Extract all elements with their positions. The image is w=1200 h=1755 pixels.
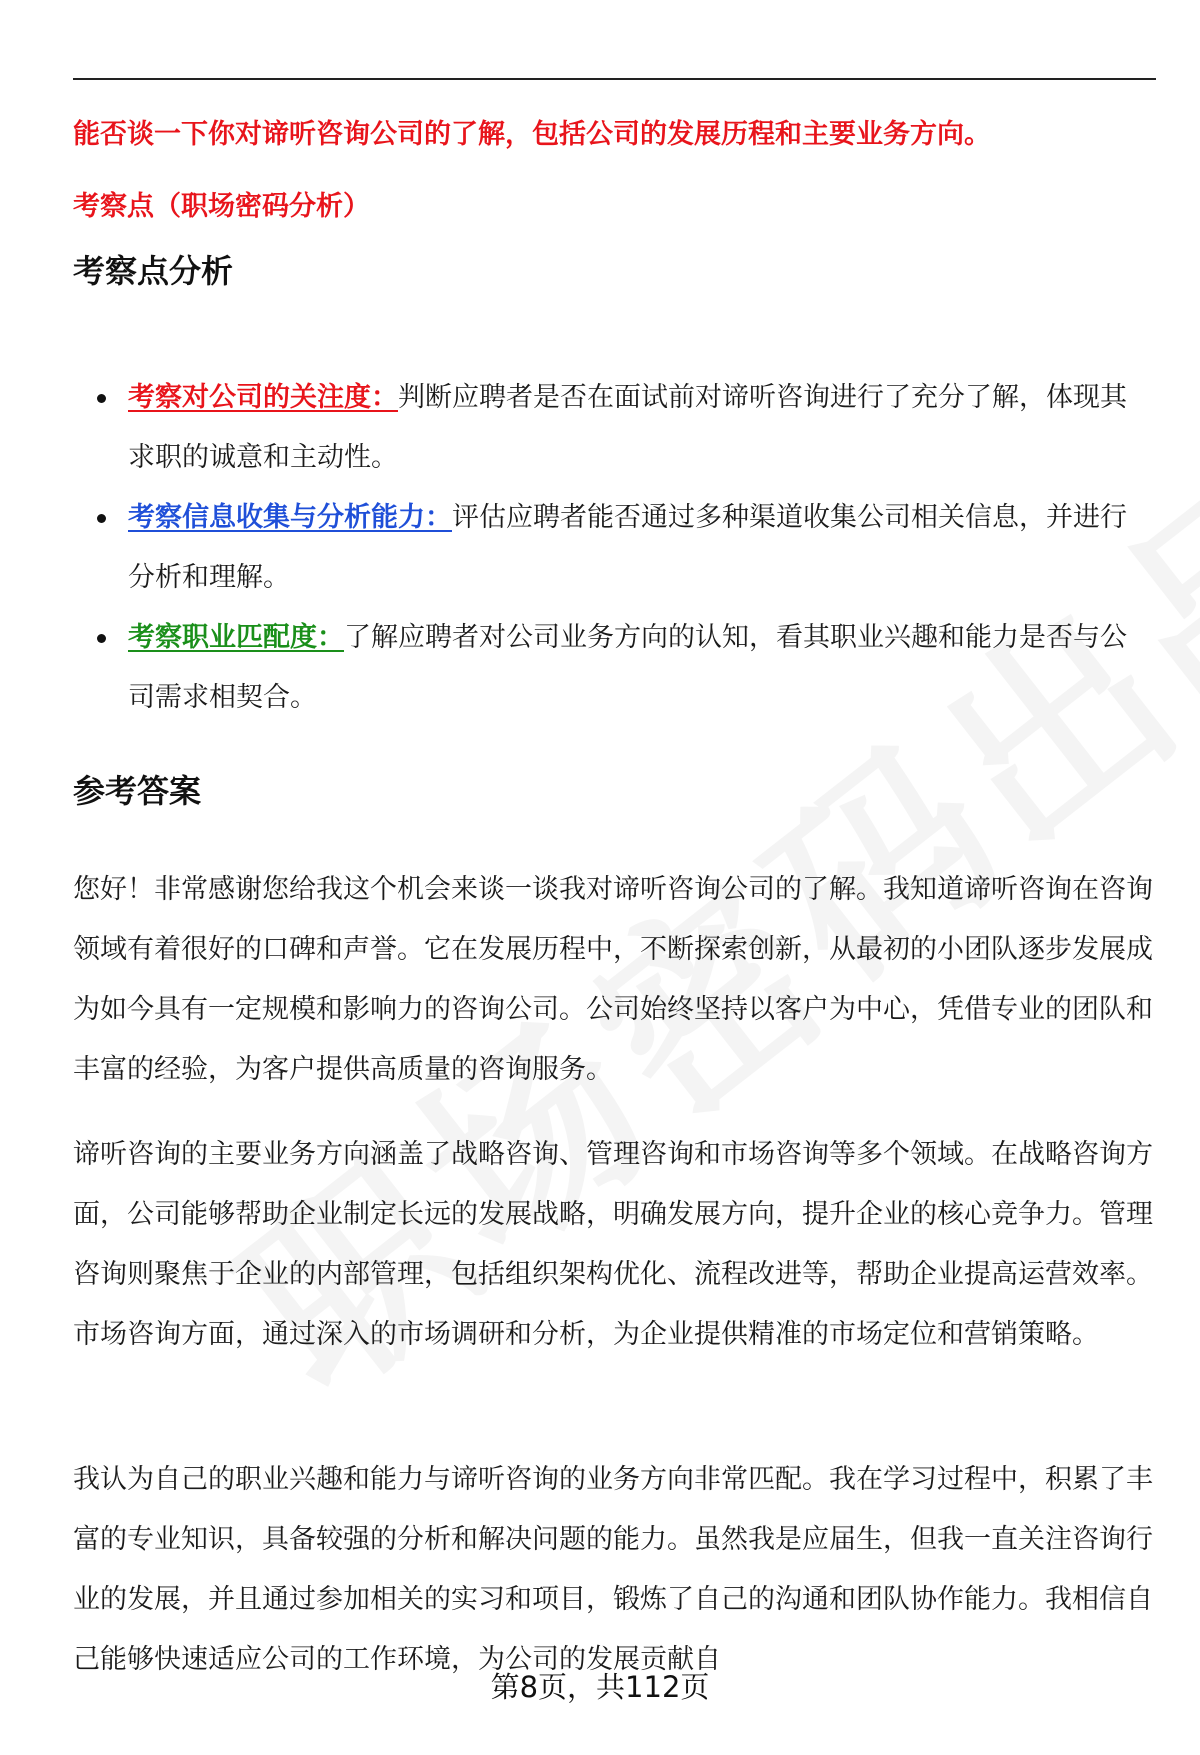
point-text: 判断应聘者是否在面试前对谛听咨询进行了充分了解，体现其求职的诚意和主动性。	[128, 382, 1127, 473]
page-number: 第8页，共112页	[490, 1670, 710, 1704]
answer-paragraph: 我认为自己的职业兴趣和能力与谛听咨询的业务方向非常匹配。我在学习过程中，积累了丰富的专业知识，具备较强的分析和解决问题的能力。虽然我是应届生，但我一直关注咨询行业的发展，并且通过参加相关的实习和项目，锻炼了自己的沟通和团队协作能力。我相信自己能够快速适应公司的工作环境，为公司的发展贡献自	[73, 1464, 1153, 1675]
bullet-icon	[97, 514, 106, 523]
analysis-point	[73, 368, 1153, 488]
question-subtitle: 考察点（职场密码分析）	[73, 191, 370, 222]
point-text: 评估应聘者能否通过多种渠道收集公司相关信息，并进行分析和理解。	[128, 502, 1127, 593]
bullet-icon	[97, 394, 106, 403]
point-text: 了解应聘者对公司业务方向的认知，看其职业兴趣和能力是否与公司需求相契合。	[128, 622, 1127, 713]
answer-paragraph: 您好！非常感谢您给我这个机会来谈一谈我对谛听咨询公司的了解。我知道谛听咨询在咨询领域有着很好的口碑和声誉。它在发展历程中，不断探索创新，从最初的小团队逐步发展成为如今具有一定规模和影响力的咨询公司。公司始终坚持以客户为中心，凭借专业的团队和丰富的经验，为客户提供高质量的咨询服务。	[73, 874, 1153, 1085]
analysis-point	[73, 608, 1153, 728]
question-title: 能否谈一下你对谛听咨询公司的了解，包括公司的发展历程和主要业务方向。	[73, 119, 991, 150]
top-divider	[73, 78, 1156, 80]
bullet-icon	[97, 634, 106, 643]
point-keyword: 考察职业匹配度：	[128, 622, 344, 653]
point-keyword: 考察信息收集与分析能力：	[128, 502, 452, 533]
point-keyword: 考察对公司的关注度：	[128, 382, 398, 413]
analysis-points-list	[73, 368, 1153, 728]
analysis-heading: 考察点分析	[73, 252, 234, 290]
answer-heading: 参考答案	[73, 772, 202, 810]
answer-paragraph: 谛听咨询的主要业务方向涵盖了战略咨询、管理咨询和市场咨询等多个领域。在战略咨询方面，公司能够帮助企业制定长远的发展战略，明确发展方向，提升企业的核心竞争力。管理咨询则聚焦于企业的内部管理，包括组织架构优化、流程改进等，帮助企业提高运营效率。市场咨询方面，通过深入的市场调研和分析，为企业提供精准的市场定位和营销策略。	[73, 1139, 1153, 1350]
analysis-point	[73, 488, 1153, 608]
